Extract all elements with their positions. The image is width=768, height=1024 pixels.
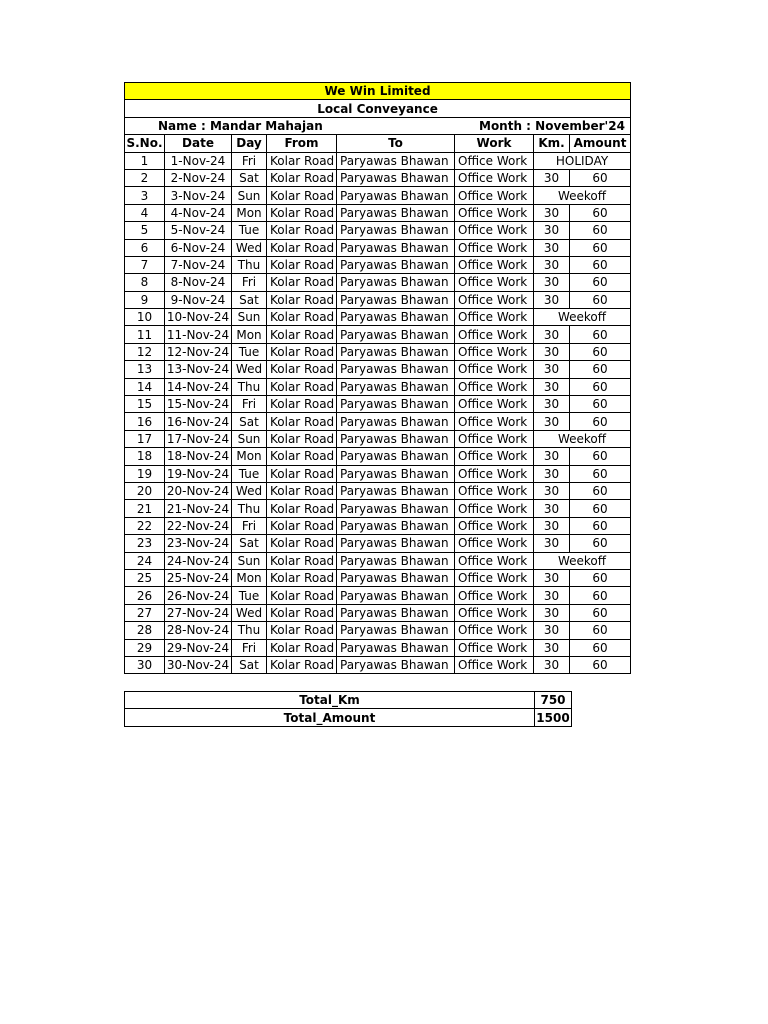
cell-date: 27-Nov-24: [165, 604, 232, 621]
cell-to: Paryawas Bhawan: [337, 639, 455, 656]
cell-date: 16-Nov-24: [165, 413, 232, 430]
cell-km: 30: [534, 256, 570, 273]
cell-work: Office Work: [455, 256, 534, 273]
total-amount-value: 1500: [536, 710, 570, 725]
cell-from: Kolar Road: [267, 535, 337, 552]
table-row: [125, 535, 631, 552]
cell-date: 2-Nov-24: [165, 169, 232, 186]
cell-sno: 10: [125, 309, 165, 326]
cell-sno: 15: [125, 396, 165, 413]
total-km-row: [125, 692, 572, 709]
cell-from: Kolar Road: [267, 482, 337, 499]
cell-from: Kolar Road: [267, 569, 337, 586]
cell-km: 30: [534, 378, 570, 395]
cell-sno: 5: [125, 222, 165, 239]
cell-date: 6-Nov-24: [165, 239, 232, 256]
cell-date: 11-Nov-24: [165, 326, 232, 343]
cell-km: 30: [534, 569, 570, 586]
cell-from: Kolar Road: [267, 656, 337, 673]
table-row: [125, 465, 631, 482]
header-to: To: [337, 135, 455, 152]
cell-to: Paryawas Bhawan: [337, 152, 455, 169]
conveyance-table: [124, 82, 631, 674]
cell-sno: 6: [125, 239, 165, 256]
cell-to: Paryawas Bhawan: [337, 274, 455, 291]
cell-date: 4-Nov-24: [165, 204, 232, 221]
table-row: [125, 326, 631, 343]
cell-work: Office Work: [455, 569, 534, 586]
cell-work: Office Work: [455, 396, 534, 413]
cell-amount: 60: [570, 169, 631, 186]
cell-from: Kolar Road: [267, 274, 337, 291]
cell-amount: 60: [570, 274, 631, 291]
cell-date: 8-Nov-24: [165, 274, 232, 291]
cell-sno: 7: [125, 256, 165, 273]
cell-to: Paryawas Bhawan: [337, 430, 455, 447]
cell-to: Paryawas Bhawan: [337, 256, 455, 273]
cell-work: Office Work: [455, 587, 534, 604]
cell-day: Tue: [232, 587, 267, 604]
cell-to: Paryawas Bhawan: [337, 378, 455, 395]
cell-km: 30: [534, 448, 570, 465]
cell-amount: 60: [570, 291, 631, 308]
cell-sno: 24: [125, 552, 165, 569]
table-row: [125, 639, 631, 656]
cell-from: Kolar Road: [267, 639, 337, 656]
cell-work: Office Work: [455, 656, 534, 673]
table-row: [125, 256, 631, 273]
cell-from: Kolar Road: [267, 604, 337, 621]
cell-day: Sun: [232, 309, 267, 326]
cell-sno: 4: [125, 204, 165, 221]
cell-date: 10-Nov-24: [165, 309, 232, 326]
cell-sno: 29: [125, 639, 165, 656]
cell-date: 17-Nov-24: [165, 430, 232, 447]
cell-km: 30: [534, 222, 570, 239]
cell-to: Paryawas Bhawan: [337, 656, 455, 673]
cell-sno: 3: [125, 187, 165, 204]
table-row: [125, 274, 631, 291]
cell-sno: 25: [125, 569, 165, 586]
cell-sno: 26: [125, 587, 165, 604]
cell-sno: 18: [125, 448, 165, 465]
cell-date: 21-Nov-24: [165, 500, 232, 517]
cell-day: Thu: [232, 622, 267, 639]
cell-to: Paryawas Bhawan: [337, 309, 455, 326]
cell-to: Paryawas Bhawan: [337, 535, 455, 552]
cell-date: 5-Nov-24: [165, 222, 232, 239]
cell-from: Kolar Road: [267, 343, 337, 360]
totals-table: [124, 691, 572, 727]
table-row: [125, 622, 631, 639]
header-work: Work: [455, 135, 534, 152]
table-row: [125, 413, 631, 430]
cell-km: 30: [534, 274, 570, 291]
header-row: [125, 135, 631, 152]
company-name: We Win Limited: [125, 83, 631, 100]
cell-work: Office Work: [455, 291, 534, 308]
cell-sno: 20: [125, 482, 165, 499]
cell-status: Weekoff: [534, 552, 631, 569]
cell-date: 15-Nov-24: [165, 396, 232, 413]
cell-status: HOLIDAY: [534, 152, 631, 169]
cell-sno: 30: [125, 656, 165, 673]
cell-date: 23-Nov-24: [165, 535, 232, 552]
cell-date: 30-Nov-24: [165, 656, 232, 673]
header-day: Day: [232, 135, 267, 152]
cell-day: Sun: [232, 552, 267, 569]
cell-work: Office Work: [455, 274, 534, 291]
cell-amount: 60: [570, 326, 631, 343]
cell-sno: 8: [125, 274, 165, 291]
cell-km: 30: [534, 396, 570, 413]
cell-to: Paryawas Bhawan: [337, 604, 455, 621]
table-row: [125, 656, 631, 673]
cell-day: Sat: [232, 535, 267, 552]
cell-day: Fri: [232, 152, 267, 169]
cell-work: Office Work: [455, 604, 534, 621]
cell-amount: 60: [570, 656, 631, 673]
cell-day: Mon: [232, 569, 267, 586]
cell-km: 30: [534, 482, 570, 499]
cell-status: Weekoff: [534, 309, 631, 326]
cell-km: 30: [534, 639, 570, 656]
table-body: [125, 152, 631, 674]
cell-work: Office Work: [455, 187, 534, 204]
cell-from: Kolar Road: [267, 430, 337, 447]
cell-amount: 60: [570, 361, 631, 378]
cell-day: Wed: [232, 604, 267, 621]
header-sno: S.No.: [126, 136, 163, 151]
cell-from: Kolar Road: [267, 396, 337, 413]
table-row: [125, 552, 631, 569]
cell-from: Kolar Road: [267, 552, 337, 569]
cell-amount: 60: [570, 448, 631, 465]
cell-to: Paryawas Bhawan: [337, 291, 455, 308]
cell-day: Thu: [232, 500, 267, 517]
cell-work: Office Work: [455, 222, 534, 239]
cell-to: Paryawas Bhawan: [337, 622, 455, 639]
cell-date: 25-Nov-24: [165, 569, 232, 586]
cell-day: Sat: [232, 169, 267, 186]
table-row: [125, 152, 631, 169]
cell-day: Wed: [232, 239, 267, 256]
cell-date: 19-Nov-24: [165, 465, 232, 482]
cell-date: 28-Nov-24: [165, 622, 232, 639]
cell-from: Kolar Road: [267, 587, 337, 604]
cell-work: Office Work: [455, 535, 534, 552]
cell-day: Mon: [232, 326, 267, 343]
cell-from: Kolar Road: [267, 222, 337, 239]
cell-day: Tue: [232, 222, 267, 239]
cell-km: 30: [534, 465, 570, 482]
table-row: [125, 482, 631, 499]
cell-km: 30: [534, 587, 570, 604]
cell-sno: 13: [125, 361, 165, 378]
cell-amount: 60: [570, 343, 631, 360]
cell-sno: 22: [125, 517, 165, 534]
cell-from: Kolar Road: [267, 256, 337, 273]
cell-sno: 21: [125, 500, 165, 517]
cell-sno: 23: [125, 535, 165, 552]
cell-sno: 27: [125, 604, 165, 621]
cell-to: Paryawas Bhawan: [337, 587, 455, 604]
cell-to: Paryawas Bhawan: [337, 187, 455, 204]
table-row: [125, 239, 631, 256]
cell-amount: 60: [570, 222, 631, 239]
table-row: [125, 309, 631, 326]
cell-km: 30: [534, 291, 570, 308]
cell-km: 30: [534, 204, 570, 221]
cell-sno: 2: [125, 169, 165, 186]
cell-amount: 60: [570, 413, 631, 430]
cell-from: Kolar Road: [267, 378, 337, 395]
cell-day: Wed: [232, 482, 267, 499]
cell-day: Fri: [232, 274, 267, 291]
cell-amount: 60: [570, 639, 631, 656]
cell-km: 30: [534, 169, 570, 186]
info-row: [125, 117, 631, 134]
table-row: [125, 396, 631, 413]
cell-from: Kolar Road: [267, 361, 337, 378]
cell-amount: 60: [570, 465, 631, 482]
cell-amount: 60: [570, 517, 631, 534]
cell-date: 13-Nov-24: [165, 361, 232, 378]
cell-amount: 60: [570, 500, 631, 517]
cell-work: Office Work: [455, 378, 534, 395]
cell-date: 14-Nov-24: [165, 378, 232, 395]
total-amount-label: Total_Amount: [125, 709, 535, 726]
cell-from: Kolar Road: [267, 204, 337, 221]
cell-amount: 60: [570, 535, 631, 552]
cell-from: Kolar Road: [267, 448, 337, 465]
cell-km: 30: [534, 413, 570, 430]
cell-sno: 9: [125, 291, 165, 308]
cell-date: 24-Nov-24: [165, 552, 232, 569]
cell-work: Office Work: [455, 622, 534, 639]
employee-name: Name : Mandar Mahajan: [158, 118, 323, 133]
cell-from: Kolar Road: [267, 291, 337, 308]
cell-date: 1-Nov-24: [165, 152, 232, 169]
cell-work: Office Work: [455, 361, 534, 378]
table-row: [125, 204, 631, 221]
table-row: [125, 361, 631, 378]
cell-to: Paryawas Bhawan: [337, 482, 455, 499]
cell-to: Paryawas Bhawan: [337, 239, 455, 256]
cell-km: 30: [534, 500, 570, 517]
cell-km: 30: [534, 343, 570, 360]
cell-amount: 60: [570, 396, 631, 413]
cell-km: 30: [534, 361, 570, 378]
table-row: [125, 448, 631, 465]
cell-to: Paryawas Bhawan: [337, 413, 455, 430]
cell-date: 29-Nov-24: [165, 639, 232, 656]
cell-to: Paryawas Bhawan: [337, 343, 455, 360]
cell-work: Office Work: [455, 430, 534, 447]
cell-sno: 14: [125, 378, 165, 395]
cell-from: Kolar Road: [267, 187, 337, 204]
cell-to: Paryawas Bhawan: [337, 204, 455, 221]
cell-work: Office Work: [455, 639, 534, 656]
cell-from: Kolar Road: [267, 413, 337, 430]
cell-to: Paryawas Bhawan: [337, 465, 455, 482]
cell-sno: 12: [125, 343, 165, 360]
cell-to: Paryawas Bhawan: [337, 500, 455, 517]
cell-to: Paryawas Bhawan: [337, 169, 455, 186]
cell-amount: 60: [570, 239, 631, 256]
cell-sno: 16: [125, 413, 165, 430]
table-row: [125, 517, 631, 534]
cell-amount: 60: [570, 482, 631, 499]
cell-from: Kolar Road: [267, 169, 337, 186]
cell-from: Kolar Road: [267, 500, 337, 517]
cell-to: Paryawas Bhawan: [337, 552, 455, 569]
header-date: Date: [165, 135, 232, 152]
cell-to: Paryawas Bhawan: [337, 222, 455, 239]
cell-status: Weekoff: [534, 430, 631, 447]
cell-sno: 28: [125, 622, 165, 639]
table-row: [125, 500, 631, 517]
cell-day: Fri: [232, 517, 267, 534]
cell-amount: 60: [570, 256, 631, 273]
cell-date: 18-Nov-24: [165, 448, 232, 465]
cell-date: 20-Nov-24: [165, 482, 232, 499]
table-row: [125, 378, 631, 395]
table-row: [125, 222, 631, 239]
cell-work: Office Work: [455, 448, 534, 465]
cell-work: Office Work: [455, 152, 534, 169]
cell-km: 30: [534, 535, 570, 552]
cell-from: Kolar Road: [267, 239, 337, 256]
cell-day: Thu: [232, 256, 267, 273]
cell-day: Mon: [232, 204, 267, 221]
table-row: [125, 587, 631, 604]
cell-from: Kolar Road: [267, 309, 337, 326]
cell-date: 9-Nov-24: [165, 291, 232, 308]
table-row: [125, 343, 631, 360]
cell-work: Office Work: [455, 309, 534, 326]
cell-sno: 17: [125, 430, 165, 447]
cell-sno: 11: [125, 326, 165, 343]
table-row: [125, 430, 631, 447]
cell-km: 30: [534, 326, 570, 343]
table-row: [125, 291, 631, 308]
cell-amount: 60: [570, 622, 631, 639]
cell-from: Kolar Road: [267, 326, 337, 343]
header-amount: Amount: [570, 135, 631, 152]
month-label: Month : November'24: [479, 118, 625, 133]
cell-day: Sun: [232, 187, 267, 204]
cell-to: Paryawas Bhawan: [337, 517, 455, 534]
cell-sno: 19: [125, 465, 165, 482]
cell-date: 22-Nov-24: [165, 517, 232, 534]
cell-km: 30: [534, 656, 570, 673]
cell-status: Weekoff: [534, 187, 631, 204]
cell-to: Paryawas Bhawan: [337, 569, 455, 586]
cell-to: Paryawas Bhawan: [337, 326, 455, 343]
cell-km: 30: [534, 604, 570, 621]
cell-day: Mon: [232, 448, 267, 465]
cell-km: 30: [534, 517, 570, 534]
cell-day: Tue: [232, 465, 267, 482]
table-row: [125, 169, 631, 186]
cell-work: Office Work: [455, 239, 534, 256]
total-km-value: 750: [535, 692, 572, 709]
total-amount-row: [125, 709, 572, 726]
header-from: From: [267, 135, 337, 152]
cell-amount: 60: [570, 204, 631, 221]
cell-to: Paryawas Bhawan: [337, 448, 455, 465]
cell-day: Sat: [232, 656, 267, 673]
header-km: Km.: [534, 135, 570, 152]
table-row: [125, 569, 631, 586]
cell-work: Office Work: [455, 343, 534, 360]
cell-day: Fri: [232, 639, 267, 656]
cell-amount: 60: [570, 604, 631, 621]
cell-work: Office Work: [455, 169, 534, 186]
form-title: Local Conveyance: [125, 100, 631, 117]
cell-to: Paryawas Bhawan: [337, 361, 455, 378]
table-row: [125, 187, 631, 204]
cell-km: 30: [534, 622, 570, 639]
cell-day: Tue: [232, 343, 267, 360]
cell-amount: 60: [570, 569, 631, 586]
cell-amount: 60: [570, 587, 631, 604]
cell-sno: 1: [125, 152, 165, 169]
cell-work: Office Work: [455, 482, 534, 499]
cell-day: Sat: [232, 413, 267, 430]
cell-work: Office Work: [455, 326, 534, 343]
cell-day: Wed: [232, 361, 267, 378]
cell-day: Sat: [232, 291, 267, 308]
cell-km: 30: [534, 239, 570, 256]
cell-work: Office Work: [455, 413, 534, 430]
cell-date: 26-Nov-24: [165, 587, 232, 604]
cell-work: Office Work: [455, 204, 534, 221]
cell-work: Office Work: [455, 465, 534, 482]
cell-amount: 60: [570, 378, 631, 395]
cell-to: Paryawas Bhawan: [337, 396, 455, 413]
cell-day: Thu: [232, 378, 267, 395]
cell-date: 7-Nov-24: [165, 256, 232, 273]
cell-date: 12-Nov-24: [165, 343, 232, 360]
cell-from: Kolar Road: [267, 517, 337, 534]
total-km-label: Total_Km: [125, 692, 535, 709]
cell-date: 3-Nov-24: [165, 187, 232, 204]
table-row: [125, 604, 631, 621]
cell-day: Sun: [232, 430, 267, 447]
cell-day: Fri: [232, 396, 267, 413]
cell-work: Office Work: [455, 500, 534, 517]
cell-work: Office Work: [455, 552, 534, 569]
cell-from: Kolar Road: [267, 465, 337, 482]
cell-from: Kolar Road: [267, 152, 337, 169]
cell-work: Office Work: [455, 517, 534, 534]
cell-from: Kolar Road: [267, 622, 337, 639]
